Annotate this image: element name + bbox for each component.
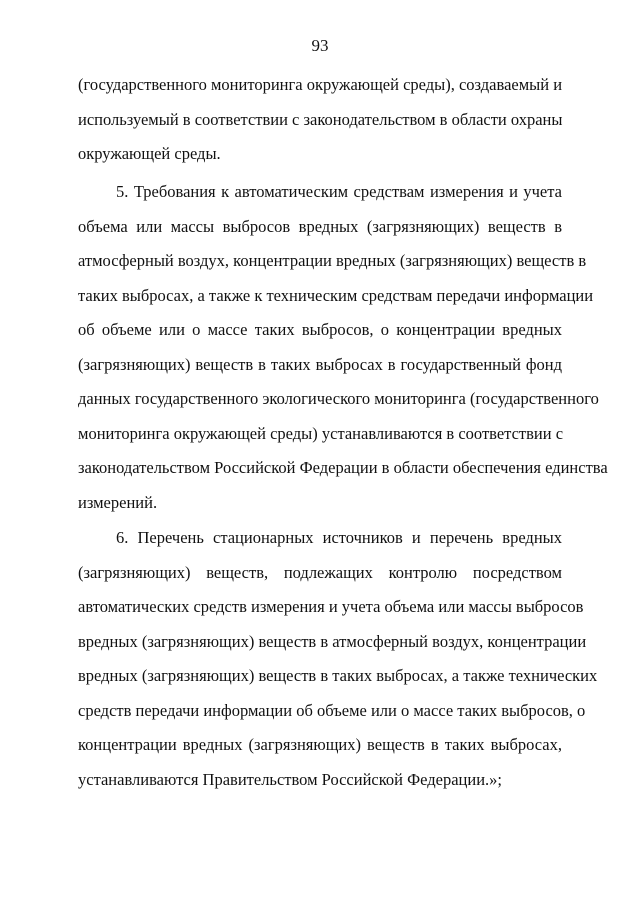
text-line: (загрязняющих) веществ в таких выбросах в государственный фонд xyxy=(78,354,562,374)
text-line: законодательством Российской Федерации в области обеспечения единства xyxy=(78,458,608,477)
text-line: автоматических средств измерения и учета объема или массы выбросов xyxy=(78,597,584,616)
paragraph-item-6 xyxy=(78,528,598,804)
text-line: 6. Перечень стационарных источников и перечень вредных xyxy=(116,528,562,547)
paragraph-continuation xyxy=(78,75,562,179)
text-line: средств передачи информации об объеме или о массе таких выбросов, о xyxy=(78,700,586,720)
text-line: атмосферный воздух, концентрации вредных (загрязняющих) веществ в xyxy=(78,251,587,270)
text-line: вредных (загрязняющих) веществ в таких выбросах, а также технических xyxy=(78,666,598,685)
text-line: данных государственного экологического мониторинга (государственного xyxy=(78,389,599,408)
paragraph-item-5 xyxy=(78,182,608,527)
text-line: (загрязняющих) веществ, подлежащих контролю посредством xyxy=(78,562,562,582)
text-line: окружающей среды. xyxy=(78,144,221,163)
text-line: измерений. xyxy=(78,492,158,512)
text-line: 5. Требования к автоматическим средствам измерения и учета xyxy=(116,182,562,201)
text-line: объема или массы выбросов вредных (загрязняющих) веществ в xyxy=(78,216,562,236)
page-number: 93 xyxy=(311,36,329,55)
text-line: (государственного мониторинга окружающей среды), создаваемый и xyxy=(78,75,563,94)
text-line: таких выбросах, а также к техническим средствам передачи информации xyxy=(78,285,594,305)
text-line: устанавливаются Правительством Российской Федерации.»; xyxy=(78,769,502,789)
text-line: вредных (загрязняющих) веществ в атмосферный воздух, концентрации xyxy=(78,631,587,651)
text-line: об объеме или о массе таких выбросов, о концентрации вредных xyxy=(78,320,562,339)
text-line: мониторинга окружающей среды) устанавливаются в соответствии с xyxy=(78,423,564,443)
text-line: используемый в соответствии с законодательством в области охраны xyxy=(78,109,563,129)
text-line: концентрации вредных (загрязняющих) веществ в таких выбросах, xyxy=(78,735,562,754)
